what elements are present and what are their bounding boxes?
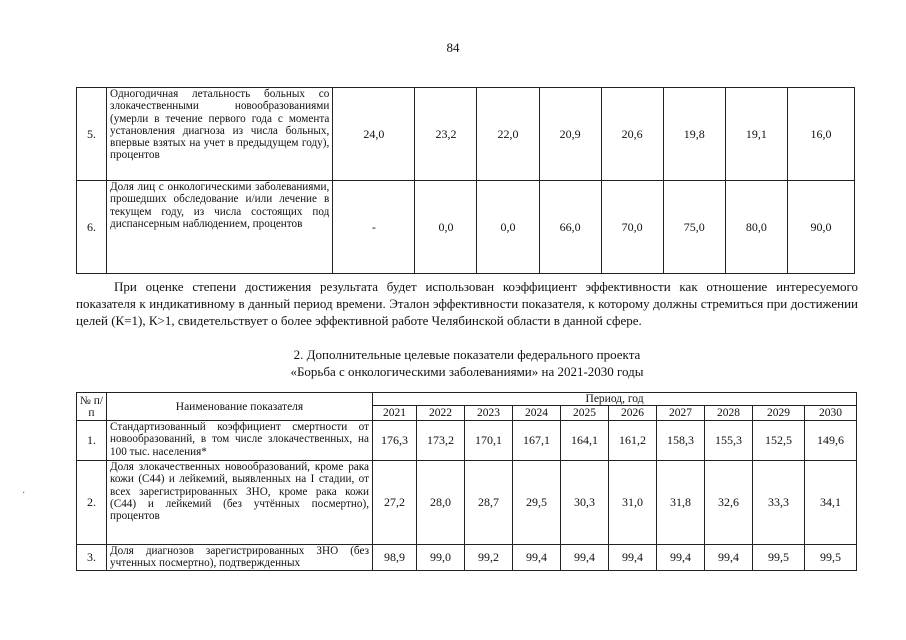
indicator-value: 19,1 — [725, 88, 787, 181]
page-number: 84 — [446, 40, 460, 55]
indicator-value: 99,4 — [657, 545, 705, 571]
indicator-value: 29,5 — [513, 461, 561, 545]
year-header: 2022 — [417, 406, 465, 421]
indicator-value: 23,2 — [415, 88, 477, 181]
year-header: 2026 — [609, 406, 657, 421]
header-num: № п/п — [77, 393, 107, 421]
indicator-value: 149,6 — [805, 421, 857, 461]
indicator-value: 152,5 — [753, 421, 805, 461]
indicator-value: 31,8 — [657, 461, 705, 545]
year-header: 2029 — [753, 406, 805, 421]
indicator-value: 164,1 — [561, 421, 609, 461]
indicator-value: 20,9 — [539, 88, 601, 181]
table-row — [77, 461, 857, 545]
indicator-value: 34,1 — [805, 461, 857, 545]
indicator-value: 16,0 — [787, 88, 854, 181]
indicator-value: 19,8 — [663, 88, 725, 181]
indicator-name: Стандартизованный коэффициент смертности от новообразований, в том числе злокачественных, на 100 тыс. населения* — [107, 421, 373, 461]
indicator-value: 80,0 — [725, 181, 787, 274]
indicator-value: 99,4 — [513, 545, 561, 571]
indicator-value: 173,2 — [417, 421, 465, 461]
header-name: Наименование показателя — [107, 393, 373, 421]
row-number: 3. — [77, 545, 107, 571]
indicator-value: 99,0 — [417, 545, 465, 571]
year-header: 2023 — [465, 406, 513, 421]
additional-indicators-table — [76, 392, 857, 571]
indicator-value: 99,4 — [705, 545, 753, 571]
indicator-value: 98,9 — [373, 545, 417, 571]
indicator-value: 0,0 — [477, 181, 539, 274]
indicator-value: 30,3 — [561, 461, 609, 545]
table-row — [77, 181, 855, 274]
year-header: 2021 — [373, 406, 417, 421]
indicator-value: 99,4 — [609, 545, 657, 571]
table-row — [77, 421, 857, 461]
indicator-value: 28,7 — [465, 461, 513, 545]
indicator-value: 90,0 — [787, 181, 854, 274]
indicator-name: Одногодичная летальность больных со злокачественными новообразованиями (умерли в течение первого года с момента установления диагноза из числа больных, впервые взятых на учет в предыдущем году), процентов — [107, 88, 333, 181]
row-number: 6. — [77, 181, 107, 274]
indicator-value: 99,5 — [805, 545, 857, 571]
section-title — [76, 346, 858, 380]
indicator-value: 0,0 — [415, 181, 477, 274]
indicator-value: 155,3 — [705, 421, 753, 461]
indicator-value: 31,0 — [609, 461, 657, 545]
row-number: 1. — [77, 421, 107, 461]
indicator-name: Доля лиц с онкологическими заболеваниями, прошедших обследование и/или лечение в текущем году, из числа состоящих под диспансерным наблюдением, процентов — [107, 181, 333, 274]
table-row — [77, 545, 857, 571]
efficiency-paragraph: При оценке степени достижения результата будет использован коэффициент эффективности как отношение интересуемого показателя к индикативному в данный период времени. Эталон эффективности показателя, к которому должны стремиться при достижении целей (К=1), К>1, свидетельствует о более эффективной работе Челябинской области в данной сфере. — [76, 279, 858, 328]
year-header: 2027 — [657, 406, 705, 421]
indicator-value: 158,3 — [657, 421, 705, 461]
indicator-value: 167,1 — [513, 421, 561, 461]
indicator-value: 27,2 — [373, 461, 417, 545]
indicator-value: 28,0 — [417, 461, 465, 545]
indicator-value: 176,3 — [373, 421, 417, 461]
indicator-value: 20,6 — [601, 88, 663, 181]
header-period: Период, год — [373, 393, 857, 406]
indicator-value: 170,1 — [465, 421, 513, 461]
indicator-value: 66,0 — [539, 181, 601, 274]
indicator-value: 99,4 — [561, 545, 609, 571]
indicator-value: 75,0 — [663, 181, 725, 274]
row-number: 5. — [77, 88, 107, 181]
indicators-table-continued — [76, 87, 855, 274]
year-header: 2024 — [513, 406, 561, 421]
indicator-value: 99,5 — [753, 545, 805, 571]
indicator-value: 161,2 — [609, 421, 657, 461]
indicator-value: 70,0 — [601, 181, 663, 274]
year-header: 2030 — [805, 406, 857, 421]
year-header: 2028 — [705, 406, 753, 421]
margin-mark: · — [22, 488, 26, 499]
indicator-value: 33,3 — [753, 461, 805, 545]
indicator-value: 32,6 — [705, 461, 753, 545]
indicator-name: Доля злокачественных новообразований, кроме рака кожи (С44) и лейкемий, выявленных на I стадии, от всех зарегистрированных ЗНО, кроме рака кожи (С44) и лейкемий (без учтённых посмертно), процентов — [107, 461, 373, 545]
section-title-line-2: «Борьба с онкологическими заболеваниями» на 2021-2030 годы — [290, 364, 644, 379]
indicator-value: 22,0 — [477, 88, 539, 181]
row-number: 2. — [77, 461, 107, 545]
year-header: 2025 — [561, 406, 609, 421]
indicator-name: Доля диагнозов зарегистрированных ЗНО (без учтенных посмертно), подтвержденных — [107, 545, 373, 571]
section-title-line-1: 2. Дополнительные целевые показатели федерального проекта — [293, 347, 641, 362]
indicator-value: - — [333, 181, 415, 274]
indicator-value: 24,0 — [333, 88, 415, 181]
table-row — [77, 88, 855, 181]
indicator-value: 99,2 — [465, 545, 513, 571]
